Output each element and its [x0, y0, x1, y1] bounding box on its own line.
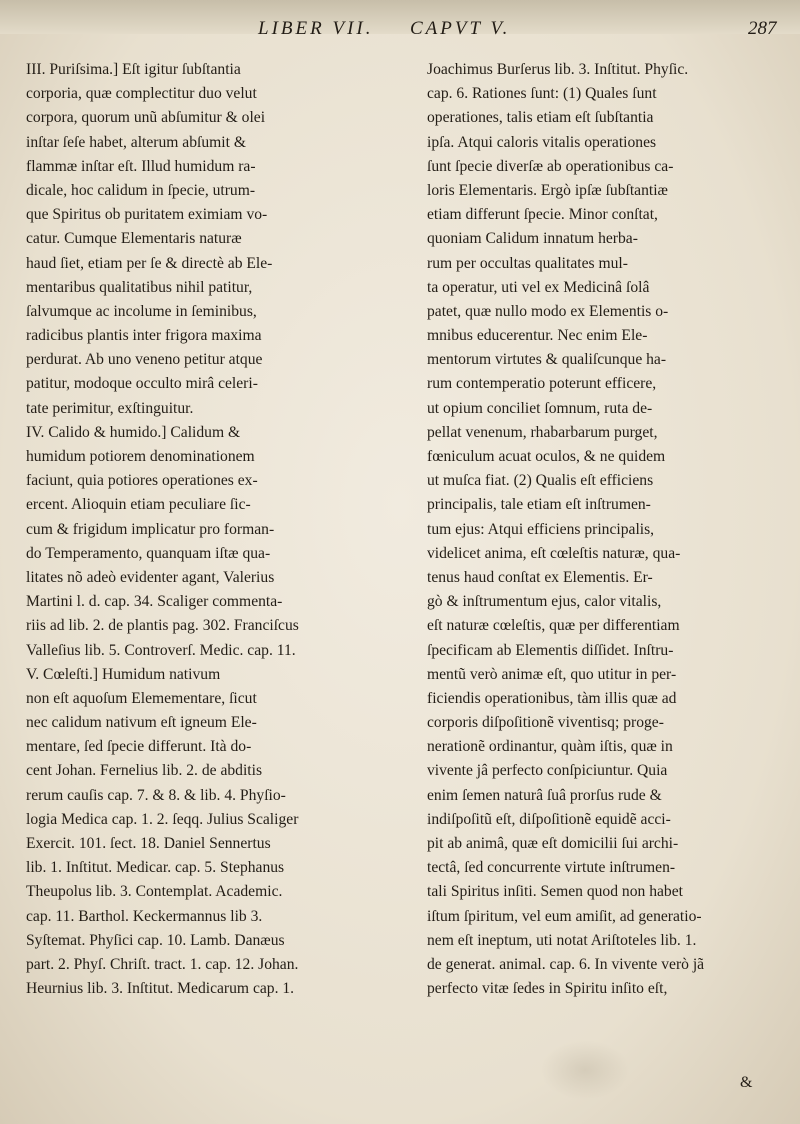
text-line: ficiendis operationibus, tàm illis quæ ad [427, 689, 677, 707]
text-line: nerationẽ ordinantur, quàm iſtis, quæ in [427, 738, 673, 756]
text-line: haud ſiet, etiam per ſe & directè ab Ele- [26, 254, 273, 272]
text-line: tate perimitur, exſtinguitur. [26, 399, 194, 417]
text-line: mentare, ſed ſpecie differunt. Ità do- [26, 738, 252, 756]
text-line: do Temperamento, quanquam iſtæ qua- [26, 544, 271, 562]
text-line: ta operatur, uti vel ex Medicinâ ſolâ [427, 278, 650, 296]
text-line: rerum cauſis cap. 7. & 8. & lib. 4. Phyſio- [26, 786, 286, 804]
text-line: loris Elementaris. Ergò ipſæ ſubſtantiæ [427, 181, 668, 199]
text-line: mentaribus qualitatibus nihil patitur, [26, 278, 253, 296]
text-line: que Spiritus ob puritatem eximiam vo- [26, 206, 268, 224]
text-line: Martini l. d. cap. 34. Scaliger commenta- [26, 593, 283, 611]
text-line: pit ab animâ, quæ eſt domicilii ſui archi- [427, 835, 679, 852]
text-line: rum contemperatio poterunt efficere, [427, 375, 657, 393]
text-line: logia Medica cap. 1. 2. ſeqq. Julius Scaliger [26, 810, 299, 828]
text-line: riis ad lib. 2. de plantis pag. 302. Franciſcus [26, 617, 299, 635]
text-line: part. 2. Phyſ. Chriſt. tract. 1. cap. 12. Johan. [26, 955, 299, 973]
text-line: enim ſemen naturâ ſuâ prorſus rude & [427, 786, 662, 804]
running-head-chapter: CAPVT V. [410, 18, 511, 39]
text-line: V. Cœleſti.] Humidum nativum [26, 665, 221, 683]
text-line: ercent. Alioquin etiam peculiare ſic- [26, 496, 251, 514]
text-line: ut opium conciliet ſomnum, ruta de- [427, 399, 653, 417]
text-line: corporis diſpoſitionẽ viventisq; proge- [427, 714, 664, 732]
text-line: IV. Calido & humido.] Calidum & [26, 423, 241, 441]
running-head [0, 18, 800, 50]
text-line: mentũ verò animæ eſt, quo utitur in per- [427, 665, 677, 683]
text-line: etiam differunt ſpecie. Minor conſtat, [427, 206, 658, 224]
text-line: lib. 1. Inſtitut. Medicar. cap. 5. Stephanus [26, 859, 285, 877]
text-line: faciunt, quia potiores operationes ex- [26, 472, 258, 490]
text-line: Joachimus Burſerus lib. 3. Inſtitut. Phyſic. [427, 61, 689, 78]
left-column [26, 58, 362, 1078]
text-line: cap. 11. Barthol. Keckermannus lib 3. [26, 907, 263, 925]
running-head-book: LIBER VII. [258, 18, 374, 39]
text-line: ipſa. Atqui caloris vitalis operationes [427, 133, 657, 151]
text-line: rum per occultas qualitates mul- [427, 254, 628, 272]
text-line: gò & inſtrumentum ejus, calor vitalis, [427, 593, 662, 611]
text-line: tenus haud conſtat ex Elementis. Er- [427, 568, 653, 586]
text-line: inſtar ſeſe habet, alterum abſumit & [26, 133, 246, 151]
text-line: catur. Cumque Elementaris naturæ [26, 230, 242, 248]
text-line: Heurnius lib. 3. Inſtitut. Medicarum cap. 1. [26, 980, 295, 998]
text-line: litates nõ adeò evidenter agant, Valerius [26, 568, 275, 586]
text-line: radicibus plantis inter frigora maxima [26, 327, 262, 345]
text-line: ſalvumque ac incolume in ſeminibus, [26, 302, 257, 320]
text-line: nec calidum nativum eſt igneum Ele- [26, 714, 257, 732]
text-line: tum ejus: Atqui efficiens principalis, [427, 520, 655, 538]
text-line: cent Johan. Fernelius lib. 2. de abditis [26, 762, 263, 780]
text-line: vivente jâ perfecto conſpiciuntur. Quia [427, 762, 668, 780]
text-line: patet, quæ nullo modo ex Elementis o- [427, 302, 669, 320]
text-line: quoniam Calidum innatum herba- [427, 230, 638, 248]
text-line: ſunt ſpecie diverſæ ab operationibus ca- [427, 157, 674, 175]
text-line: corpora, quorum unũ abſumitur & olei [26, 109, 266, 127]
text-line: pellat venenum, rhabarbarum purget, [427, 423, 658, 441]
text-line: indiſpoſitũ eſt, diſpoſitionẽ equidẽ acci- [427, 810, 671, 828]
text-line: perfecto vitæ ſedes in Spiritu inſito eſt, [427, 980, 668, 998]
text-line: cap. 6. Rationes ſunt: (1) Quales ſunt [427, 85, 657, 103]
text-line: dicale, hoc calidum in ſpecie, utrum- [26, 181, 256, 199]
text-line: patitur, modoque occulto mirâ celeri- [26, 375, 258, 393]
text-line: mnibus educerentur. Nec enim Ele- [427, 327, 648, 345]
text-line: principalis, tale etiam eſt inſtrumen- [427, 496, 651, 514]
text-line: eſt naturæ cœleſtis, quæ per differentiam [427, 617, 680, 635]
text-line: iſtum ſpiritum, vel eum amiſit, ad generatio- [427, 907, 702, 925]
text-line: Exercit. 101. ſect. 18. Daniel Sennertus [26, 835, 271, 852]
text-line: perdurat. Ab uno veneno petitur atque [26, 351, 263, 369]
text-line: fœniculum acuat oculos, & ne quidem [427, 448, 666, 465]
text-line: cum & frigidum implicatur pro forman- [26, 520, 275, 538]
text-line: mentorum virtutes & qualiſcunque ha- [427, 351, 667, 369]
text-line: operationes, talis etiam eſt ſubſtantia [427, 109, 654, 127]
text-line: III. Puriſsima.] Eſt igitur ſubſtantia [26, 61, 241, 78]
text-line: nem eſt ineptum, uti notat Ariſtoteles lib. 1. [427, 931, 697, 949]
text-line: humidum potiorem denominationem [26, 448, 255, 465]
text-line: ut muſca fiat. (2) Qualis eſt efficiens [427, 472, 654, 490]
text-line: tali Spiritus inſiti. Semen quod non habet [427, 883, 683, 901]
text-line: tectâ, ſed concurrente virtute inſtrumen- [427, 859, 676, 877]
text-line: videlicet anima, eſt cœleſtis naturæ, qua- [427, 544, 681, 562]
text-line: corporia, quæ complectitur duo velut [26, 85, 257, 103]
text-line: Theupolus lib. 3. Contemplat. Academic. [26, 883, 283, 901]
catchword: & [740, 1074, 753, 1091]
text-line: Syſtemat. Phyſici cap. 10. Lamb. Danæus [26, 931, 285, 949]
text-line: de generat. animal. cap. 6. In vivente verò jã [427, 955, 705, 973]
right-column [427, 58, 777, 1078]
text-line: ſpecificam ab Elementis diſſidet. Inſtru- [427, 641, 674, 659]
page-number: 287 [748, 18, 777, 39]
text-line: non eſt aquoſum Elemementare, ſicut [26, 689, 257, 707]
text-line: Valleſius lib. 5. Controverſ. Medic. cap. 11. [26, 641, 296, 659]
text-line: flammæ inſtar eſt. Illud humidum ra- [26, 157, 256, 175]
